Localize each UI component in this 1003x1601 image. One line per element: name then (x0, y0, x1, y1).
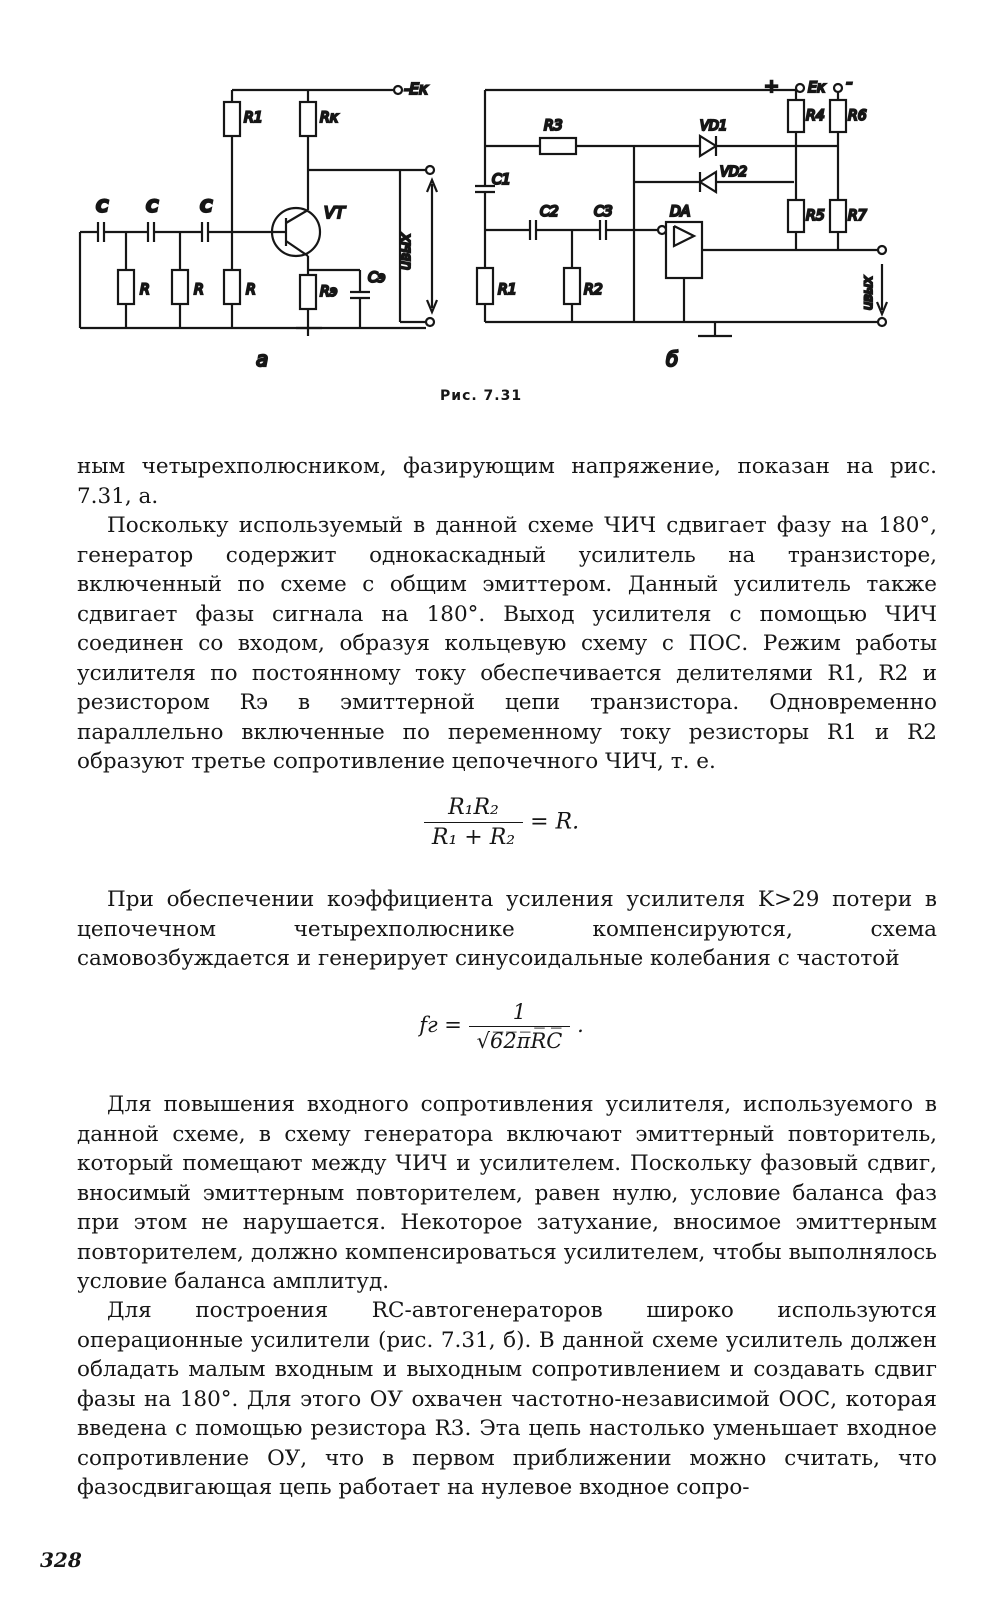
label-r-b: R (194, 282, 204, 298)
formula-2-lhs: fг = (419, 1013, 462, 1037)
formula-2-fraction (469, 1000, 571, 1053)
formula-2 (0, 1000, 1003, 1053)
paragraph-2: Поскольку используемый в данной схеме ЧИЧ сдвигает фазу на 180°, генератор содержит однокаскадный усилитель на транзисторе, включенный по схеме с общим эмиттером. Данный усилитель также сдвигает фазы сигнала на 180°. Выход усилителя с помощью ЧИЧ соединен со входом, образуя кольцевую схему с ПОС. Режим работы усилителя по постоянному току обеспечивается делителями R1, R2 и резистором Rэ в эмиттерной цепи транзистора. Одновременно параллельно включенные по переменному току резисторы R1 и R2 образуют третье сопротивление цепочечного ЧИЧ, т. е. (77, 513, 937, 774)
label-da: DA (670, 204, 691, 220)
label-r5: R5 (806, 208, 825, 224)
formula-1-rhs: = R. (530, 809, 580, 835)
label-r-c: R (246, 282, 256, 298)
formula-2-numerator: 1 (469, 1000, 571, 1027)
formula-2-denominator: √6̅2̅π̅R̅C̅ (476, 1029, 563, 1053)
circuit-diagrams (60, 60, 940, 400)
label-rk: Rк (320, 110, 339, 126)
label-c-3: C (200, 197, 213, 217)
label-c3-b: C3 (594, 204, 613, 220)
label-re: Rэ (320, 284, 338, 300)
label-c2-b: C2 (540, 204, 559, 220)
label-vd2: VD2 (720, 165, 748, 180)
paragraph-3: При обеспечении коэффициента усиления усилителя K>29 потери в цепочечном четырехполюснике компенсируются, схема самовозбуждается и генерирует синусоидальные колебания с частотой (77, 887, 937, 971)
resistor-r1 (224, 102, 240, 136)
paragraph-4: Для повышения входного сопротивления усилителя, используемого в данной схеме, в схему генератора включают эмиттерный повторитель, который помещают между ЧИЧ и усилителем. Поскольку фазовый сдвиг, вносимый эмиттерным повторителем, равен нулю, условие баланса фаз при этом не нарушается. Некоторое затухание, вносимое эмиттерным повторителем, должно компенсироваться усилителем, чтобы выполнялось условие баланса амплитуд. (77, 1092, 937, 1294)
label-b: б (666, 347, 679, 371)
label-minus: - (846, 72, 853, 93)
label-ce: Cэ (368, 270, 386, 286)
label-r7: R7 (848, 208, 867, 224)
label-ek-a: -Eк (404, 80, 428, 98)
label-c-2: C (146, 197, 159, 217)
formula-2-tail: . (577, 1013, 584, 1037)
label-r6: R6 (848, 108, 867, 124)
page-number: 328 (40, 1548, 82, 1572)
label-a: а (256, 347, 269, 371)
label-c-1: C (96, 197, 109, 217)
label-vt: VT (324, 203, 345, 222)
label-uout-a: uвых (398, 233, 414, 270)
label-r3: R3 (544, 118, 563, 134)
label-uout-b: uвых (861, 276, 876, 310)
figure-7-31 (60, 60, 940, 400)
paragraph-5: Для построения RC-автогенераторов широко используются операционные усилители (рис. 7.31, б). В данной схеме усилитель должен обладать малым входным и выходным сопротивлением и создавать сдвиг фазы на 180°. Для этого ОУ охвачен частотно-независимой ООС, которая введена с помощью резистора R3. Эта цепь настолько уменьшает входное сопротивление ОУ, что в первом приближении можно считать, что фазосдвигающая цепь работает на нулевое входное сопро- (77, 1298, 937, 1500)
formula-1 (0, 795, 1003, 850)
label-r4: R4 (806, 108, 825, 124)
formula-1-fraction (424, 795, 523, 850)
resistor-rk (300, 102, 316, 136)
formula-1-denominator: R₁ + R₂ (431, 825, 516, 850)
label-r1-b: R1 (498, 282, 517, 298)
resistor-re (300, 275, 316, 309)
paragraph-1: ным четырехполюсником, фазирующим напряжение, показан на рис. 7.31, а. (77, 454, 937, 509)
label-r-a: R (140, 282, 150, 298)
label-ek-b: Eк (808, 80, 826, 96)
label-r1-a: R1 (244, 110, 263, 126)
figure-caption: Рис. 7.31 (440, 388, 523, 404)
label-vd1: VD1 (700, 119, 728, 134)
label-c1-b: C1 (492, 172, 511, 188)
label-r2-b: R2 (584, 282, 603, 298)
label-plus: + (764, 76, 780, 97)
formula-1-numerator: R₁R₂ (424, 795, 523, 823)
